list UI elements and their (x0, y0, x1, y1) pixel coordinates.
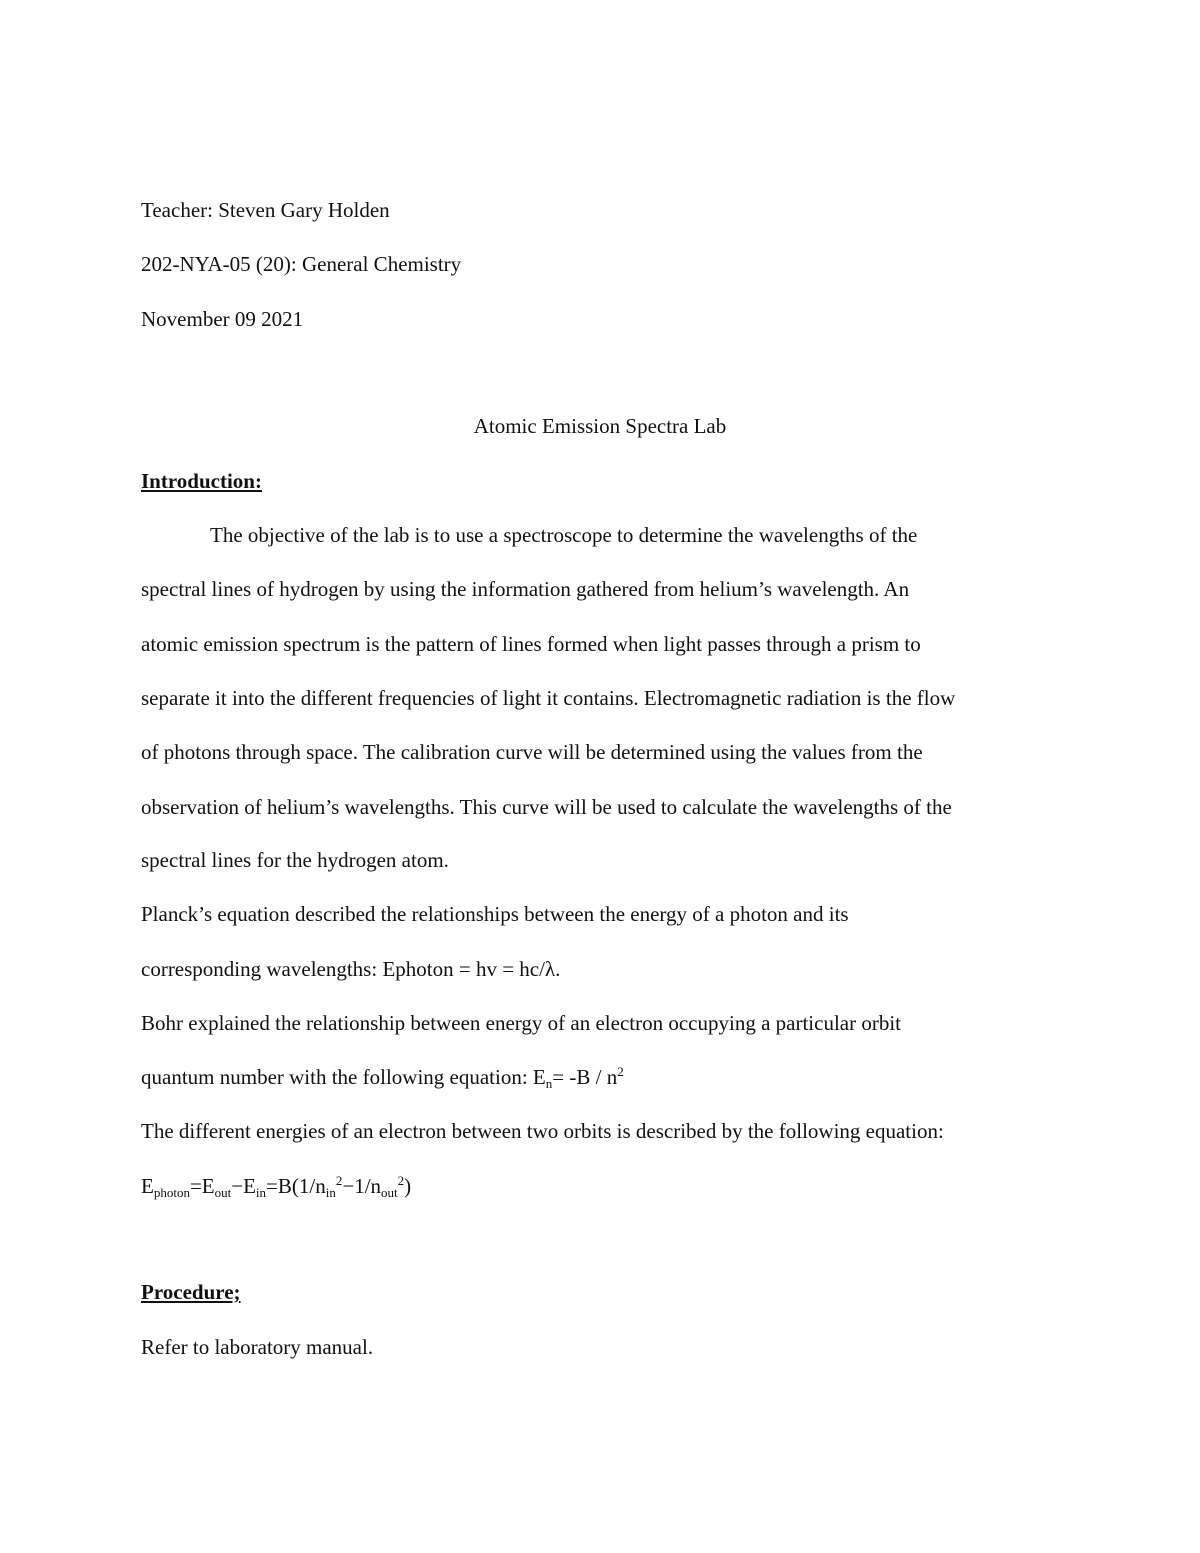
planck-line-2: corresponding wavelengths: Ephoton = hv = hc/λ. (141, 957, 561, 981)
energy-eq-sub-photon: photon (153, 1185, 190, 1200)
intro-line-1: The objective of the lab is to use a spectroscope to determine the wavelengths of the (210, 523, 918, 547)
intro-line-2: spectral lines of hydrogen by using the information gathered from helium’s wavelength. An (141, 577, 910, 601)
intro-line-6: observation of helium’s wavelengths. This curve will be used to calculate the wavelengths of the (141, 795, 952, 819)
bohr-eq-sub: n (545, 1076, 553, 1091)
bohr-line: Bohr explained the relationship between energy of an electron occupying a particular orbit (141, 1011, 901, 1035)
date-line: November 09 2021 (141, 307, 304, 331)
bohr-eq-sup: 2 (617, 1064, 624, 1079)
energy-eq-sub-in: in (255, 1185, 267, 1200)
document-title: Atomic Emission Spectra Lab (473, 414, 727, 438)
energy-eq-sub-out: out (214, 1185, 232, 1200)
bohr-eq-prefix: quantum number with the following equation: E (141, 1065, 546, 1089)
bohr-eq-middle: = -B / n (552, 1065, 618, 1089)
energy-eq-b-open: =B(1/n (266, 1174, 326, 1198)
planck-line-1: Planck’s equation described the relationships between the energy of a photon and its (141, 902, 849, 926)
energy-eq-minus: −E (231, 1174, 256, 1198)
energy-eq-sub-in2: in (325, 1185, 336, 1200)
energy-eq-sup-2a: 2 (335, 1173, 343, 1188)
energy-eq-close: ) (404, 1174, 412, 1198)
intro-line-7: spectral lines for the hydrogen atom. (141, 848, 449, 872)
energy-equation (141, 1173, 411, 1199)
introduction-heading: Introduction: (141, 469, 262, 493)
energy-eq-sub-out2: out (381, 1185, 398, 1200)
energy-eq-e: E (141, 1174, 154, 1198)
teacher-line: Teacher: Steven Gary Holden (141, 198, 390, 222)
bohr-equation-line (141, 1064, 624, 1090)
energy-eq-minus2: −1/n (342, 1174, 382, 1198)
procedure-heading: Procedure; (141, 1280, 241, 1304)
course-line: 202-NYA-05 (20): General Chemistry (141, 252, 462, 276)
energy-eq-eq1: =E (189, 1174, 215, 1198)
energy-eq-sup-2b: 2 (397, 1173, 405, 1188)
intro-line-4: separate it into the different frequencies of light it contains. Electromagnetic radiation is the flow (141, 686, 956, 710)
intro-line-3: atomic emission spectrum is the pattern of lines formed when light passes through a prism to (141, 632, 921, 656)
intro-line-5: of photons through space. The calibration curve will be determined using the values from the (141, 740, 923, 764)
procedure-text: Refer to laboratory manual. (141, 1335, 374, 1359)
energy-line: The different energies of an electron between two orbits is described by the following equation: (141, 1119, 944, 1143)
